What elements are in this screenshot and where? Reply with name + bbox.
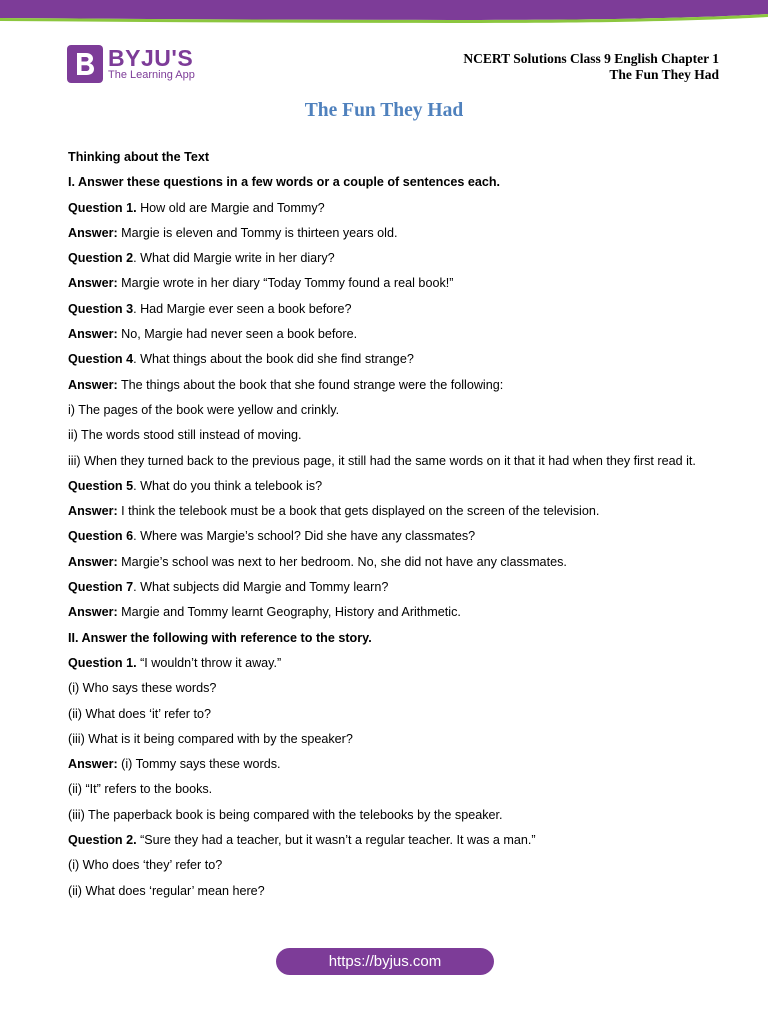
footer-url-link[interactable]: https://byjus.com (276, 948, 494, 975)
answer-text: I think the telebook must be a book that gets displayed on the screen of the television. (117, 504, 600, 519)
question-text: . What do you think a telebook is? (133, 478, 323, 493)
question-text: “Sure they had a teacher, but it wasn’t a regular teacher. It was a man.” (136, 833, 536, 848)
section-heading: Thinking about the Text (68, 150, 210, 164)
answer-label: Answer: (68, 605, 118, 620)
answer-label: Answer: (68, 504, 118, 519)
reference-answer-1 (68, 757, 698, 772)
question-1 (68, 201, 698, 216)
answer-text: No, Margie had never seen a book before. (117, 327, 358, 342)
answer-text: The things about the book that she found strange were the following: (117, 377, 504, 392)
reference-question-2-ii: (ii) What does ‘regular’ mean here? (68, 883, 265, 898)
question-label: Question 3 (68, 301, 134, 316)
answer-label: Answer: (68, 377, 118, 392)
question-label: Question 6 (68, 529, 134, 544)
document-info (463, 51, 719, 83)
top-decorative-band (0, 0, 768, 24)
answer-5 (68, 504, 698, 519)
answer-label: Answer: (68, 327, 118, 342)
answer-2 (68, 276, 698, 291)
part2-heading: II. Answer the following with reference to the story. (68, 630, 372, 645)
answer-4 (68, 378, 698, 393)
part1-heading: I. Answer these questions in a few words or a couple of sentences each. (68, 175, 501, 190)
answer-1 (68, 226, 698, 241)
answer-7 (68, 605, 698, 620)
document-body (68, 150, 698, 909)
question-6 (68, 529, 698, 544)
question-label: Question 7 (68, 580, 134, 595)
answer-3 (68, 327, 698, 342)
reference-question-1-ii: (ii) What does ‘it’ refer to? (68, 706, 212, 721)
logo-name: BYJU'S (108, 44, 194, 71)
page-title: The Fun They Had (304, 100, 464, 121)
reference-question-1 (68, 656, 698, 671)
question-text: “I wouldn’t throw it away.” (136, 655, 282, 670)
question-text: . What subjects did Margie and Tommy learn? (133, 580, 389, 595)
question-7 (68, 580, 698, 595)
answer-text: (i) Tommy says these words. (117, 757, 281, 772)
answer-4-item-iii: iii) When they turned back to the previous page, it still had the same words on it that it had when they first read it. (68, 453, 696, 468)
question-label: Question 2. (68, 833, 137, 848)
document-info-line1: NCERT Solutions Class 9 English Chapter 1 (463, 51, 719, 66)
answer-label: Answer: (68, 276, 118, 291)
reference-question-1-i: (i) Who says these words? (68, 681, 217, 696)
question-text: . What things about the book did she find strange? (133, 352, 414, 367)
reference-answer-1-iii: (iii) The paperback book is being compared with the telebooks by the speaker. (68, 807, 503, 822)
question-label: Question 1. (68, 200, 137, 215)
answer-label: Answer: (68, 554, 118, 569)
question-4 (68, 352, 698, 367)
answer-label: Answer: (68, 757, 118, 772)
reference-answer-1-ii: (ii) “It” refers to the books. (68, 782, 213, 797)
answer-4-item-i: i) The pages of the book were yellow and crinkly. (68, 402, 340, 417)
question-5 (68, 479, 698, 494)
answer-6 (68, 555, 698, 570)
document-info-line2: The Fun They Had (609, 67, 719, 82)
answer-text: Margie is eleven and Tommy is thirteen years old. (117, 225, 398, 240)
question-text: How old are Margie and Tommy? (136, 200, 325, 215)
question-text: . What did Margie write in her diary? (133, 251, 335, 266)
question-label: Question 2 (68, 251, 134, 266)
reference-question-1-iii: (iii) What is it being compared with by the speaker? (68, 731, 353, 746)
answer-4-item-ii: ii) The words stood still instead of moving. (68, 428, 302, 443)
answer-text: Margie’s school was next to her bedroom. No, she did not have any classmates. (117, 554, 567, 569)
question-3 (68, 302, 698, 317)
answer-text: Margie and Tommy learnt Geography, History and Arithmetic. (117, 605, 461, 620)
question-label: Question 5 (68, 478, 134, 493)
answer-text: Margie wrote in her diary “Today Tommy found a real book!” (117, 276, 454, 291)
question-label: Question 1. (68, 655, 137, 670)
answer-label: Answer: (68, 225, 118, 240)
byjus-logo (67, 45, 195, 83)
question-label: Question 4 (68, 352, 134, 367)
reference-question-2 (68, 833, 698, 848)
logo-b-icon (67, 45, 103, 83)
question-text: . Had Margie ever seen a book before? (133, 301, 352, 316)
question-2 (68, 251, 698, 266)
question-text: . Where was Margie’s school? Did she have any classmates? (133, 529, 476, 544)
logo-tagline: The Learning App (108, 68, 195, 81)
reference-question-2-i: (i) Who does ‘they’ refer to? (68, 858, 223, 873)
